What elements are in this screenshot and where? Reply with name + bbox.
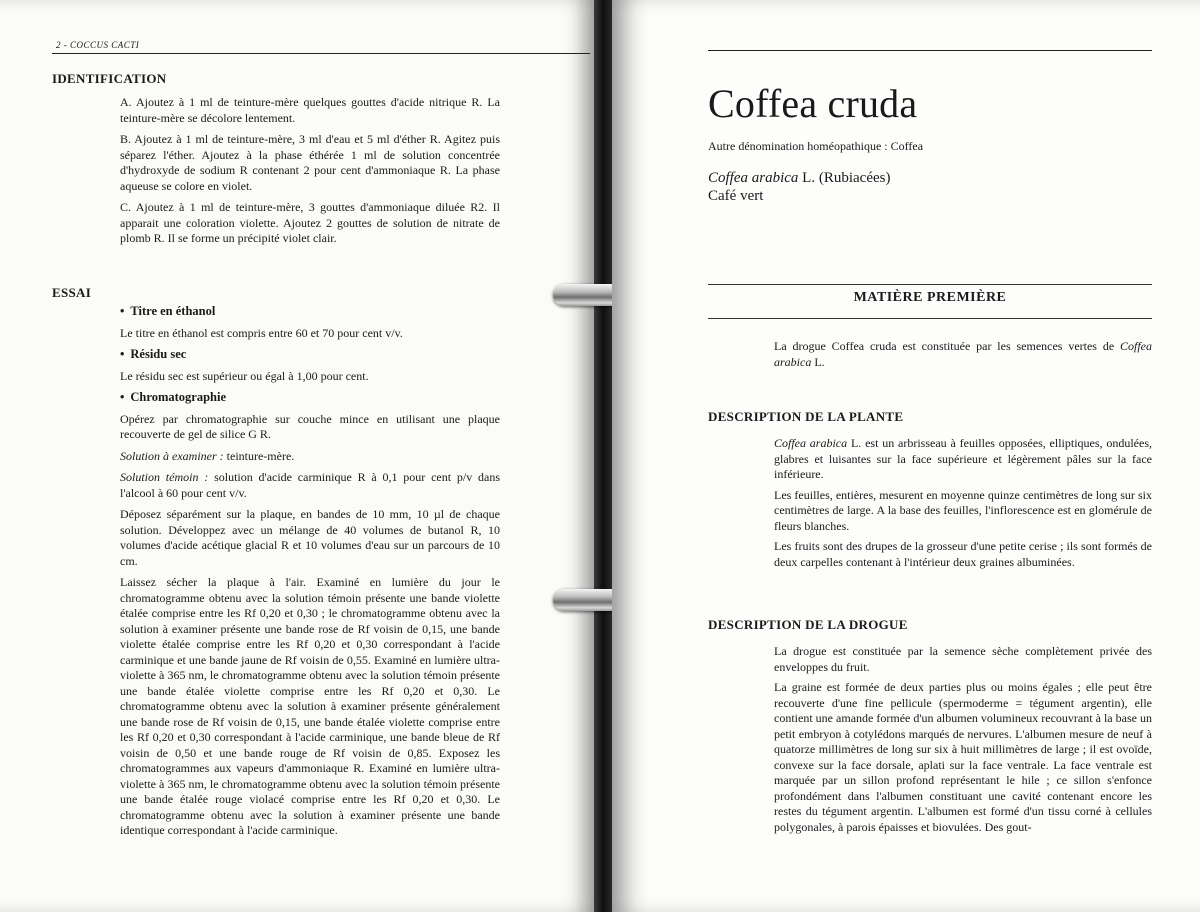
identification-paragraph-a: A. Ajoutez à 1 ml de teinture-mère quelques gouttes d'acide nitrique R. La teinture-mère se décolore lentement. [120, 95, 500, 125]
latin-name: Coffea arabica L. (Rubiacées) [708, 170, 891, 186]
titre-heading: • Titre en éthanol [120, 304, 216, 318]
identification-paragraph-b: B. Ajoutez à 1 ml de teinture-mère, 3 ml d'eau et 5 ml d'éther R. Agitez puis séparez l'éther. Ajoutez à la phase éthérée 1 ml de solution concentrée d'hydroxyde de sodium R contenant 2 pour cent d'ammoniaque R. La phase aqueuse se colore en violet. [120, 132, 500, 193]
chromato-heading: • Chromatographie [120, 390, 226, 404]
header-rule [52, 53, 590, 54]
identification-paragraph-c: C. Ajoutez à 1 ml de teinture-mère, 3 gouttes d'ammoniaque diluée R2. Il apparait une coloration violette. Ajoutez 2 gouttes de solution de nitrate de plomb R. Il se forme un précipité violet clair. [120, 200, 500, 245]
section-rule-top [708, 284, 1152, 285]
essai-block [120, 304, 500, 845]
left-page [0, 0, 594, 912]
plante-block [774, 436, 1152, 575]
chromato-intro: Opérez par chromatographie sur couche mince en utilisant une plaque recouverte de gel de silice G R. [120, 411, 500, 441]
drogue-heading: DESCRIPTION DE LA DROGUE [708, 617, 908, 632]
binder-gutter [594, 0, 612, 912]
drogue-paragraph-1: La drogue est constituée par la semence sèche complètement privée des enveloppes du fruit. [774, 644, 1152, 674]
matiere-heading: MATIÈRE PREMIÈRE [853, 290, 1007, 305]
plante-heading: DESCRIPTION DE LA PLANTE [708, 409, 904, 424]
residu-heading: • Résidu sec [120, 347, 187, 361]
bullet-icon: • [120, 390, 125, 404]
solution-temoin: Solution témoin : solution d'acide carminique R à 0,1 pour cent p/v dans l'alcool à 60 pour cent v/v. [120, 470, 500, 500]
essai-heading: ESSAI [52, 285, 92, 300]
identification-block [120, 95, 500, 253]
drogue-paragraph-2: La graine est formée de deux parties plus ou moins égales ; elle peut être recouverte d'une fine pellicule (spermoderme = tégument argentin), elle contient une amande formée d'un albumen volumineux recouvrant à la base un petit embryon à cotylédons marqués de nervures. L'albumen mesure de neuf à quatorze millimètres de long sur six à huit millimètres de large ; il est ovoïde, convexe sur la face dorsale, aplati sur la face ventrale. La face ventrale est marquée par un sillon profond représentant le hile ; ce sillon s'enfonce profondément dans l'albumen constituant une cavité contenant encore les restes du tégument argentin. L'albumen est formé d'un tissu corné à cellules polygonales, à parois épaisses et biovulées. Des gout- [774, 680, 1152, 834]
bullet-icon: • [120, 304, 125, 318]
common-name: Café vert [708, 188, 764, 204]
residu-text: Le résidu sec est supérieur ou égal à 1,00 pour cent. [120, 368, 369, 383]
laissez-text: Laissez sécher la plaque à l'air. Examiné en lumière du jour le chromatogramme obtenu avec la solution témoin présente une bande violette étalée comprise entre les Rf 0,20 et 0,30 ; le chromatogramme obtenu avec la solution à examiner présente une bande rose de Rf voisin de 0,15, une bande violette étalée comprise entre les Rf 0,20 et 0,30 correspondant à l'acide carminique et une bande jaune de Rf voisin de 0,55. Examiné en lumière ultra-violette à 365 nm, le chromatogramme obtenu avec la solution témoin présente une bande étalée violette comprise entre les Rf 0,20 et 0,30. Le chromatogramme obtenu avec la solution à examiner présente généralement une bande rose de Rf voisin de 0,15, une bande étalée violette comprise entre les Rf 0,20 et 0,30 correspondant à l'acide carminique, une bande bleue de Rf voisin de 0,50 et une bande rouge de Rf voisin de 0,85. Exposez les chromatogrammes aux vapeurs d'ammoniaque R. Examiné en lumière ultra-violette à 365 nm, le chromatogramme obtenu avec la solution témoin présente une bande étalée rouge violacé comprise entre les Rf 0,20 et 0,30. Le chromatogramme obtenu avec la solution à examiner présente une bande identique correspondant à l'acide carminique. [120, 575, 500, 837]
section-rule-bottom [708, 318, 1152, 319]
alt-name: Autre dénomination homéopathique : Coffea [708, 139, 924, 153]
running-head: 2 - COCCUS CACTI [56, 40, 140, 50]
identification-heading: IDENTIFICATION [52, 71, 167, 86]
bullet-icon: • [120, 347, 125, 361]
deposez-text: Déposez séparément sur la plaque, en bandes de 10 mm, 10 µl de chaque solution. Développez avec un mélange de 40 volumes de butanol R, 10 volumes d'acide acétique glacial R et 10 volumes d'eau sur un parcours de 10 cm. [120, 507, 500, 568]
plante-paragraph-3: Les fruits sont des drupes de la grosseur d'une petite cerise ; ils sont formés de deux carpelles contenant à l'intérieur deux graines albuminées. [774, 539, 1152, 569]
top-rule [708, 50, 1152, 51]
plante-paragraph-2: Les feuilles, entières, mesurent en moyenne quinze centimètres de long sur six centimètres de large. A la base des feuilles, l'inflorescence est en glomérule de fleurs blanches. [774, 487, 1152, 533]
titre-text: Le titre en éthanol est compris entre 60 et 70 pour cent v/v. [120, 325, 403, 340]
drogue-block [774, 644, 1152, 840]
solution-exam: Solution à examiner : teinture-mère. [120, 448, 295, 463]
page-title: Coffea cruda [708, 81, 918, 126]
matiere-text: La drogue Coffea cruda est constituée par les semences vertes de Coffea arabica L. [774, 339, 1152, 369]
plante-paragraph-1: Coffea arabica L. est un arbrisseau à feuilles opposées, elliptiques, ondulées, glabres et luisantes sur la face supérieure et légèrement pâles sur la face inférieure. [774, 436, 1153, 481]
